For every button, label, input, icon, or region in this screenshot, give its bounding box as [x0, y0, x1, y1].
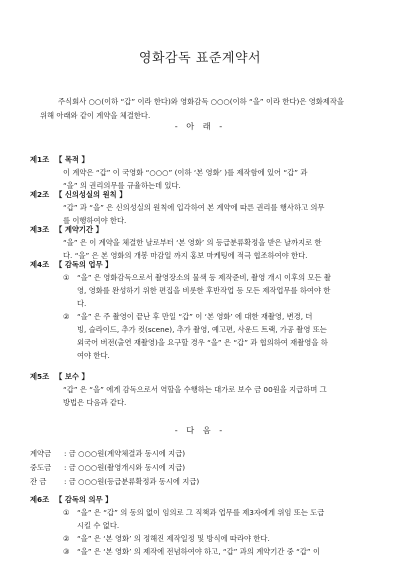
payment-list: [30, 447, 199, 488]
section-separator: - 아 래 -: [174, 121, 226, 131]
article-title: 【 감독의 의무 】: [55, 495, 113, 504]
document-title: 영화감독 표준계약서: [138, 51, 262, 66]
article-title: 【 목적 】: [55, 155, 89, 164]
intro-line: 위해 아래와 같이 계약을 체결한다.: [40, 111, 151, 120]
article-title: 【 신의성실의 원칙 】: [55, 190, 127, 199]
article-number: 제4조: [30, 260, 50, 269]
clause-item: [63, 506, 370, 532]
clause-marker: ①: [63, 273, 70, 282]
intro-line: 주식회사 ○○(이하 “갑” 이라 한다)와 영화감독 ○○○(이하 “을” 이라 한다)은 영화제작을: [58, 97, 344, 106]
article-line: “을” 은 ‘본 영화’ 의 정해진 제작일정 및 방식에 따라야 한다.: [77, 534, 270, 543]
article-line: 이 계약은 “갑” 이 국영화 “○○○” (이하 ‘본 영화’ )를 제작함에 있어 “갑” 과: [63, 168, 308, 177]
article-line: “을” 은 ‘본 영화’ 의 제작에 전념하여야 하고, “갑” 과의 계약기간 중 “갑” 이: [77, 547, 321, 556]
intro-paragraph: [40, 95, 363, 123]
clause-marker: ③: [63, 547, 70, 556]
article-line: 외국어 버전(출연 재촬영)을 요구할 경우 “을” 은 “갑” 과 협의하여 재촬영을 하: [77, 338, 328, 347]
article-line: “을” 은 영화감독으로서 촬영장소의 물색 등 제작준비, 촬영 개시 이후의 모든 촬: [77, 273, 331, 282]
article-body: [30, 383, 370, 409]
payment-label: 중도금: [30, 462, 52, 472]
payment-label: 잔 금: [30, 476, 47, 486]
article-line: 영, 영화를 완성하기 위한 편집을 비롯한 후반작업 등 모든 제작업무를 하여야 한: [77, 286, 331, 295]
article-title: 【 감독의 업무 】: [55, 260, 113, 269]
article-2: [30, 188, 370, 227]
clause-marker: ②: [63, 534, 70, 543]
clause-marker: ①: [63, 508, 70, 517]
article-line: 여야 한다.: [77, 351, 110, 360]
article-1: [30, 153, 370, 192]
article-heading: [30, 258, 370, 271]
payment-text: : 금 ○○○원(등급분류확정과 동시에 지급): [64, 476, 200, 486]
payment-text: : 금 ○○○원(계약체결과 동시에 지급): [64, 449, 186, 458]
clause-item: [63, 310, 370, 362]
article-line: “을” 은 주 촬영이 끝난 후 만일 “갑” 이 ‘본 영화’ 에 대한 재촬영, 변경, 더: [77, 312, 313, 321]
clause-item: [63, 532, 370, 545]
article-line: “을” 은 “갑” 의 동의 없이 임의로 그 직책과 업무를 제3자에게 위임 또는 도급: [77, 508, 325, 517]
article-heading: [30, 188, 370, 201]
article-5: [30, 370, 370, 409]
payment-row: [30, 447, 199, 461]
article-line: 방법은 다음과 같다.: [63, 398, 127, 407]
section-separator: - 다 음 -: [174, 425, 226, 435]
article-heading: [30, 153, 370, 166]
article-line: 다.: [77, 299, 87, 308]
article-3: [30, 223, 370, 262]
article-line: “을” 의 권리의무를 규율하는데 있다.: [63, 181, 181, 190]
payment-text: : 금 ○○○원(촬영개시와 동시에 지급): [64, 462, 186, 472]
article-heading: [30, 370, 370, 383]
payment-row: [30, 461, 199, 475]
article-title: 【 보수 】: [55, 372, 89, 381]
article-number: 제3조: [30, 225, 50, 234]
article-body: [30, 271, 370, 362]
article-6: [30, 493, 370, 558]
clause-marker: ②: [63, 312, 70, 321]
article-body: [30, 506, 370, 558]
article-number: 제5조: [30, 372, 50, 381]
article-number: 제6조: [30, 495, 50, 504]
article-heading: [30, 493, 370, 506]
article-line: “갑” 과 “을” 은 신의성실의 원칙에 입각하여 본 계약에 따른 권리를 행사하고 의무: [63, 203, 325, 212]
article-line: 시킬 수 없다.: [77, 521, 120, 530]
article-4: [30, 258, 370, 362]
article-line: 빙, 슬라이드, 추가 컷(scene), 추가 촬영, 예고편, 사운드 트랙, 가공 촬영 또는: [77, 325, 327, 334]
article-line: 를 이행하여야 한다.: [63, 216, 127, 225]
article-title: 【 계약기간 】: [55, 225, 103, 234]
payment-label: 계약금: [30, 449, 52, 458]
clause-item: [63, 545, 370, 558]
article-heading: [30, 223, 370, 236]
article-line: “갑” 은 “을” 에게 감독으로서 역할을 수행하는 대가로 보수 금 00원을 지급하며 그: [63, 385, 327, 394]
article-line: “을” 은 이 계약을 체결한 날로부터 ‘본 영화’ 의 등급분류확정을 받은 날까지로 한: [63, 238, 322, 247]
article-number: 제2조: [30, 190, 50, 199]
article-line: 다. “을” 은 본 영화의 개봉 마감일 까지 홍보 마케팅에 적극 협조하여야 한다.: [63, 251, 308, 260]
payment-row: [30, 475, 199, 489]
clause-item: [63, 271, 370, 310]
article-number: 제1조: [30, 155, 50, 164]
